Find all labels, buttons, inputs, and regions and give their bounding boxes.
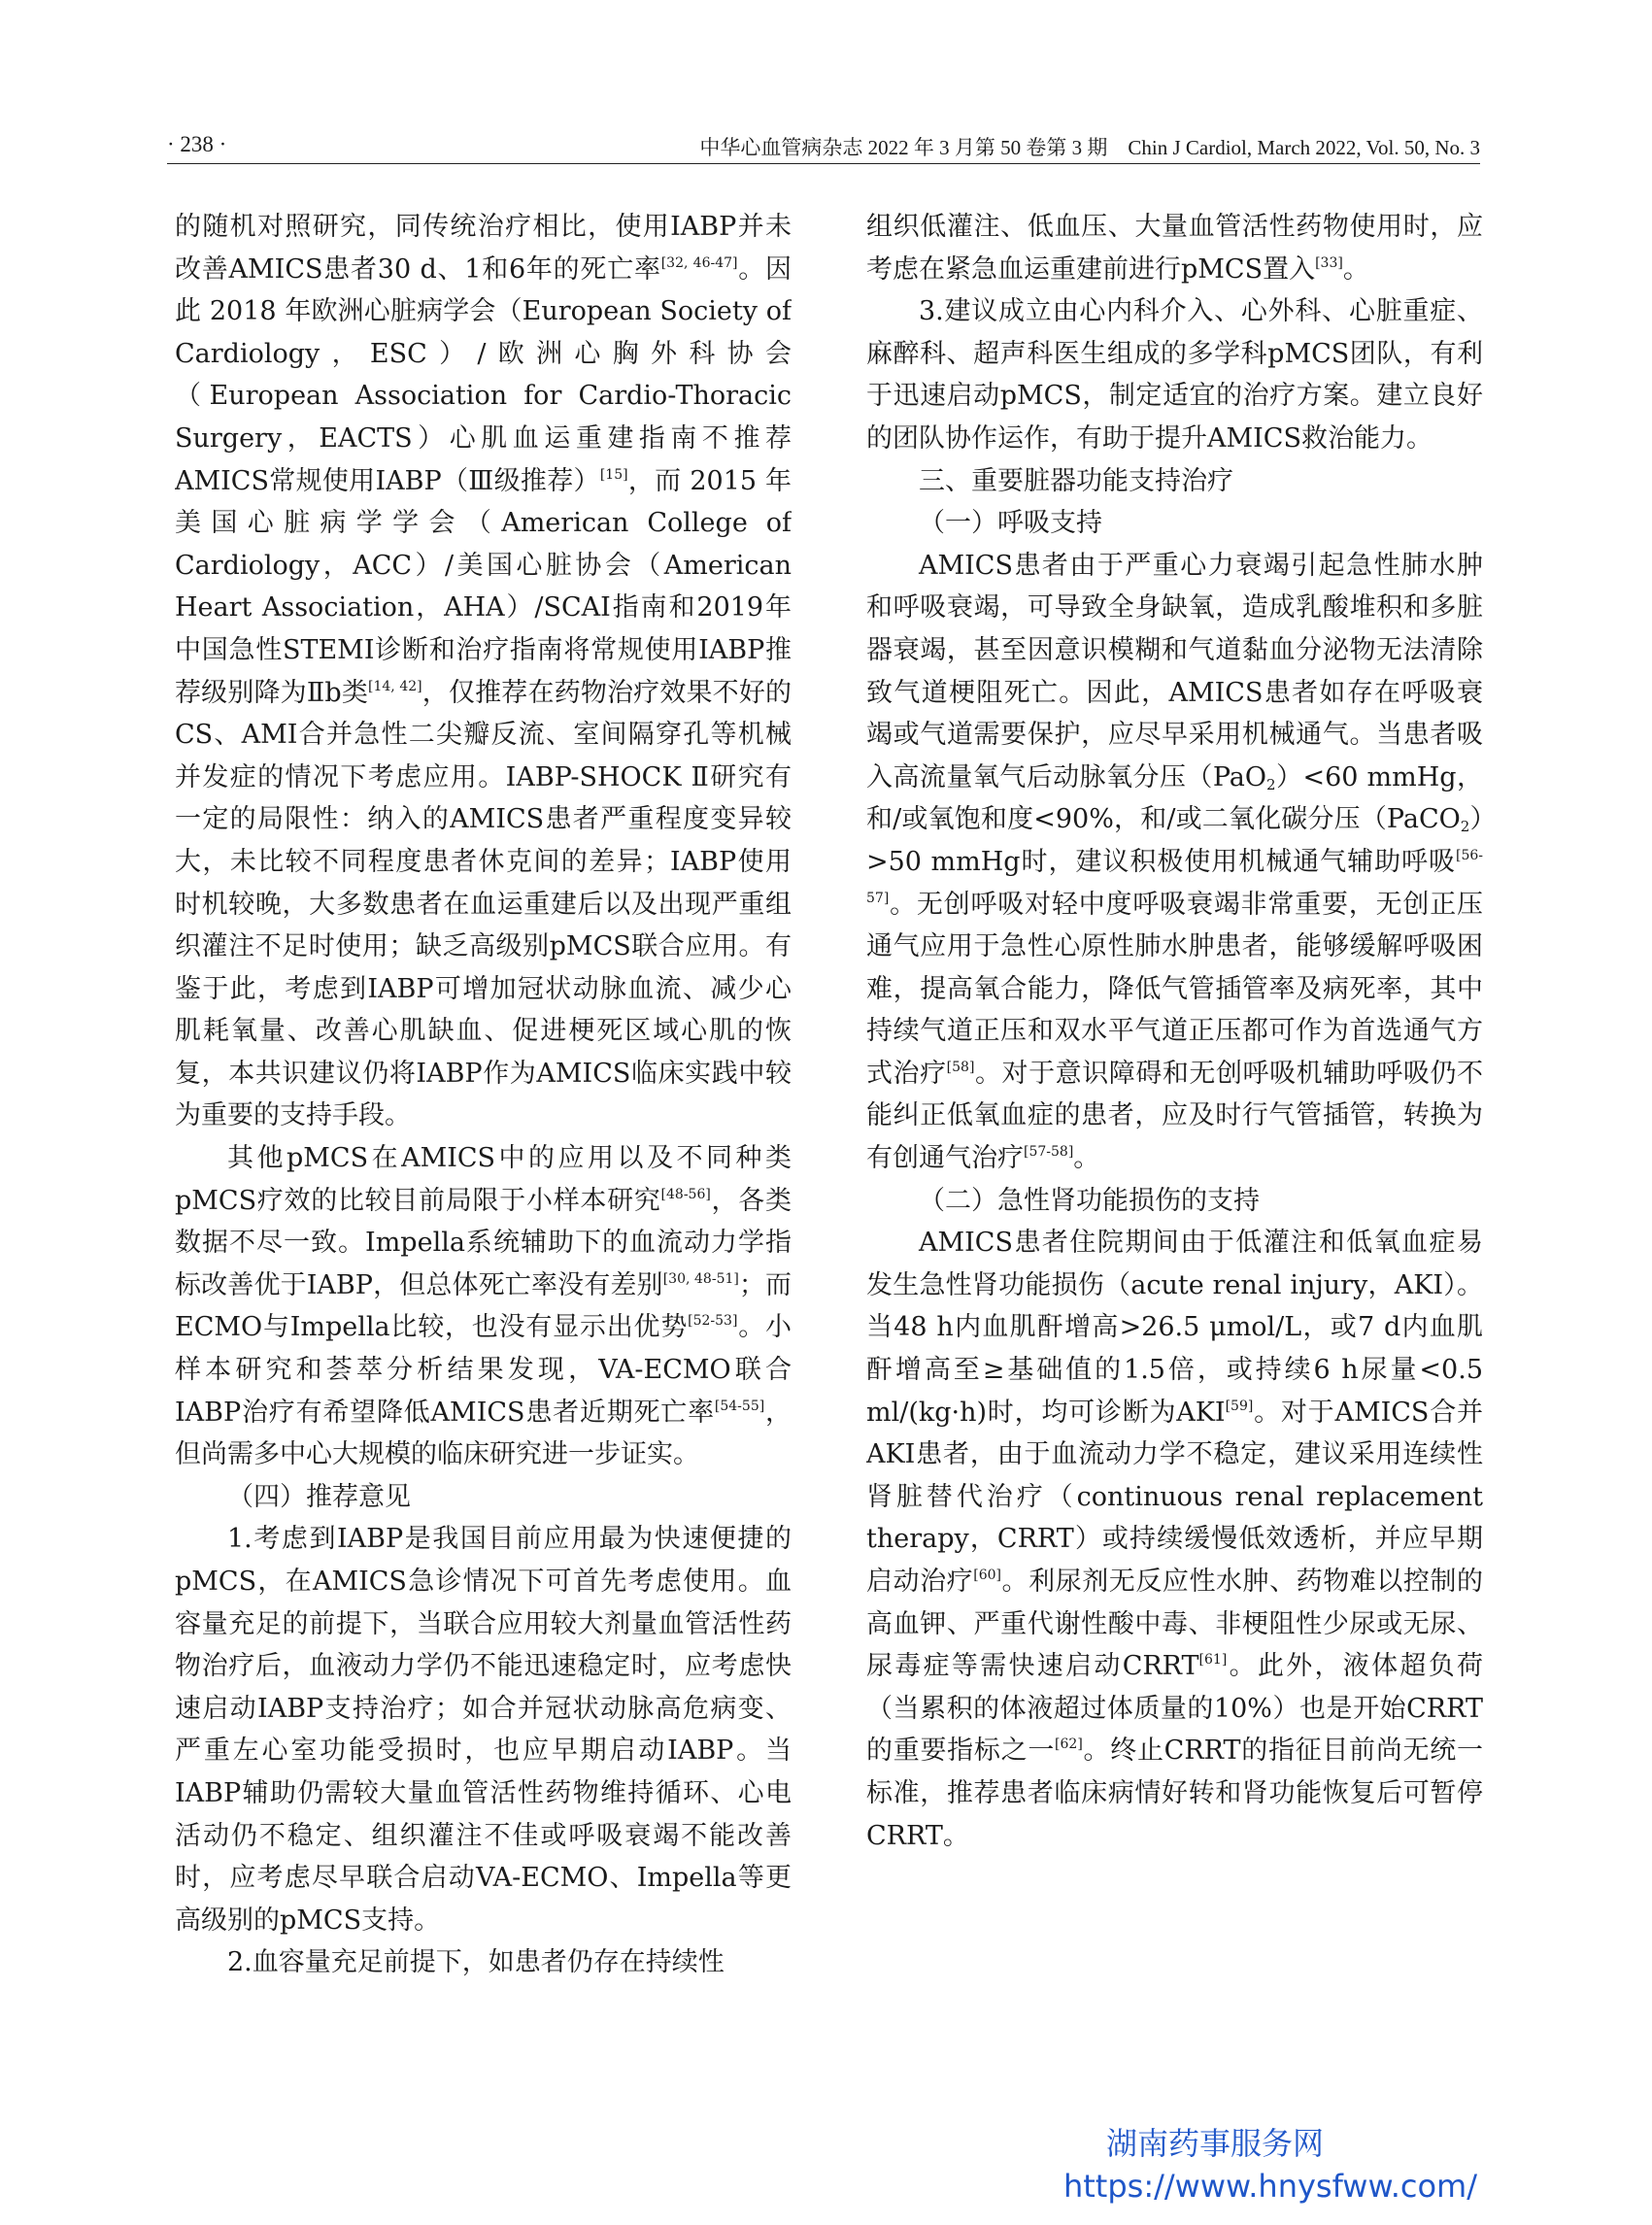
text-run: 。终止CRRT的指征目前尚无统一标准，推荐患者临床病情好转和肾功能恢复后可暂停CRRT。 [866, 1736, 1483, 1851]
text-run: 。小样本研究和荟萃分析结果发现，VA-ECMO联合IABP治疗有希望降低AMICS患者近期死亡率 [175, 1312, 792, 1428]
citation-ref: [14, 42] [368, 678, 422, 694]
citation-ref: [56-57] [866, 847, 1483, 906]
text-run: 。因此 2018 年欧洲心脏病学会（European Society of Cardiology，ESC）/欧洲心胸外科协会（European Association for Cardio-Thoracic Surgery，EACTS）心肌血运重建指南不推荐AMICS常规使用IABP（Ⅲ级推荐） [175, 253, 792, 496]
text-run: （一）呼吸支持 [919, 508, 1102, 539]
paragraph [866, 460, 1483, 503]
left-text-column [175, 206, 792, 1984]
text-run: ，但尚需多中心大规模的临床研究进一步证实。 [175, 1397, 792, 1470]
citation-ref: [59] [1225, 1398, 1254, 1414]
paragraph [175, 1476, 792, 1519]
text-run: 。 [1342, 253, 1369, 285]
journal-running-head: 中华心血管病杂志 2022 年 3 月第 50 卷第 3 期 Chin J Cardiol, March 2022, Vol. 50, No. 3 [699, 136, 1480, 159]
citation-ref: [60] [973, 1568, 1001, 1583]
text-run: ）<60 mmHg，和/或氧饱和度<90%，和/或二氧化碳分压（PaCO [866, 761, 1483, 835]
citation-ref: [62] [1055, 1736, 1083, 1753]
subscript: 2 [1460, 818, 1470, 836]
text-run: （四）推荐意见 [227, 1481, 411, 1512]
paragraph [175, 1941, 792, 1984]
citation-ref: [52-53] [688, 1313, 738, 1330]
citation-ref: [54-55] [714, 1398, 765, 1414]
text-run: 其他pMCS在AMICS中的应用以及不同种类pMCS疗效的比较目前局限于小样本研究 [175, 1143, 792, 1216]
text-run: 。无创呼吸对轻中度呼吸衰竭非常重要，无创正压通气应用于急性心原性肺水肿患者，能够缓解呼吸困难，提高氧合能力，降低气管插管率及病死率，其中持续气道正压和双水平气道正压都可作为首选通气方式治疗 [866, 889, 1483, 1089]
paragraph [175, 1518, 792, 1941]
text-run: 3.建议成立由心内科介入、心外科、心脏重症、麻醉科、超声科医生组成的多学科pMCS团队，有利于迅速启动pMCS，制定适宜的治疗方案。建立良好的团队协作运作，有助于提升AMICS救治能力。 [866, 296, 1483, 454]
paragraph [866, 545, 1483, 1180]
right-text-column [866, 206, 1483, 1857]
paragraph [866, 1222, 1483, 1857]
text-run: 2.血容量充足前提下，如患者仍存在持续性 [227, 1947, 725, 1978]
paragraph [866, 290, 1483, 459]
text-run: ；而ECMO与Impella比较，也没有显示出优势 [175, 1269, 792, 1343]
paragraph [866, 1180, 1483, 1223]
text-run: 。 [1073, 1143, 1100, 1174]
text-run: ，仅推荐在药物治疗效果不好的CS、AMI合并急性二尖瓣反流、室间隔穿孔等机械并发症的情况下考虑应用。IABP-SHOCK Ⅱ研究有一定的局限性：纳入的AMICS患者严重程度变异较大，未比较不同程度患者休克间的差异；IABP使用时机较晚，大多数患者在血运重建后以及出现严重组织灌注不足时使用；缺乏高级别pMCS联合应用。有鉴于此，考虑到IABP可增加冠状动脉血流、减少心肌耗氧量、改善心肌缺血、促进梗死区域心肌的恢复，本共识建议仍将IABP作为AMICS临床实践中较为重要的支持手段。 [175, 677, 792, 1131]
citation-ref: [58] [946, 1059, 975, 1075]
subscript: 2 [1266, 775, 1276, 793]
text-run: ，而 2015 年美国心脏病学学会（American College of Cardiology，ACC）/美国心脏协会（American Heart Association，AHA）/SCAI指南和2019年中国急性STEMI诊断和治疗指南将常规使用IABP推荐级别降为Ⅱb类 [175, 465, 792, 708]
text-run: 。对于AMICS合并AKI患者，由于血流动力学不稳定，建议采用连续性肾脏替代治疗（continuous renal replacement therapy，CRRT）或持续缓慢低效透析，并应早期启动治疗 [866, 1397, 1483, 1597]
citation-ref: [48-56] [660, 1186, 711, 1202]
citation-ref: [30, 48-51] [662, 1270, 739, 1287]
citation-ref: [15] [599, 466, 628, 483]
paragraph [866, 502, 1483, 545]
watermark-url[interactable]: https://www.hnysfww.com/ [1062, 2168, 1477, 2205]
citation-ref: [57-58] [1024, 1144, 1074, 1161]
paragraph [866, 206, 1483, 290]
page-number: · 238 · [167, 132, 227, 156]
citation-ref: [32, 46-47] [660, 254, 738, 271]
text-run: AMICS患者由于严重心力衰竭引起急性肺水肿和呼吸衰竭，可导致全身缺氧，造成乳酸堆积和多脏器衰竭，甚至因意识模糊和气道黏血分泌物无法清除致气道梗阻死亡。因此，AMICS患者如存在呼吸衰竭或气道需要保护，应尽早采用机械通气。当患者吸入高流量氧气后动脉氧分压（PaO [866, 550, 1483, 792]
text-run: ）>50 mmHg时，建议积极使用机械通气辅助呼吸 [866, 804, 1483, 877]
text-run: 1.考虑到IABP是我国目前应用最为快速便捷的pMCS，在AMICS急诊情况下可首先考虑使用。血容量充足的前提下，当联合应用较大剂量血管活性药物治疗后，血液动力学仍不能迅速稳定时，应考虑快速启动IABP支持治疗；如合并冠状动脉高危病变、严重左心室功能受损时，也应早期启动IABP。当IABP辅助仍需较大量血管活性药物维持循环、心电活动仍不稳定、组织灌注不佳或呼吸衰竭不能改善时，应考虑尽早联合启动VA-ECMO、Impella等更高级别的pMCS支持。 [175, 1524, 792, 1936]
text-run: 。对于意识障碍和无创呼吸机辅助呼吸仍不能纠正低氧血症的患者，应及时行气管插管，转换为有创通气治疗 [866, 1058, 1483, 1174]
text-run: 的随机对照研究，同传统治疗相比，使用IABP并未改善AMICS患者30 d、1和6年的死亡率 [175, 212, 792, 285]
citation-ref: [33] [1315, 254, 1343, 271]
paragraph [175, 206, 792, 1137]
citation-ref: [61] [1198, 1652, 1228, 1669]
text-run: （二）急性肾功能损伤的支持 [919, 1185, 1260, 1216]
text-run: 。此外，液体超负荷（当累积的体液超过体质量的10%）也是开始CRRT的重要指标之一 [866, 1651, 1483, 1767]
text-run: 三、重要脏器功能支持治疗 [919, 465, 1233, 496]
paragraph [175, 1137, 792, 1476]
watermark-title: 湖南药事服务网 [1105, 2125, 1324, 2162]
text-run: ，各类数据不尽一致。Impella系统辅助下的血流动力学指标改善优于IABP，但总体死亡率没有差别 [175, 1185, 792, 1300]
text-run: 。利尿剂无反应性水肿、药物难以控制的高血钾、严重代谢性酸中毒、非梗阻性少尿或无尿、尿毒症等需快速启动CRRT [866, 1567, 1483, 1682]
text-run: AMICS患者住院期间由于低灌注和低氧血症易发生急性肾功能损伤（acute renal injury，AKI）。当48 h内血肌酐增高>26.5 μmol/L，或7 d内血肌酐增高至≥基础值的1.5倍，或持续6 h尿量<0.5 ml/(kg·h)时，均可诊断为AKI [866, 1228, 1483, 1428]
text-run: 组织低灌注、低血压、大量血管活性药物使用时，应考虑在紧急血运重建前进行pMCS置入 [866, 212, 1483, 285]
running-header [167, 128, 1480, 164]
